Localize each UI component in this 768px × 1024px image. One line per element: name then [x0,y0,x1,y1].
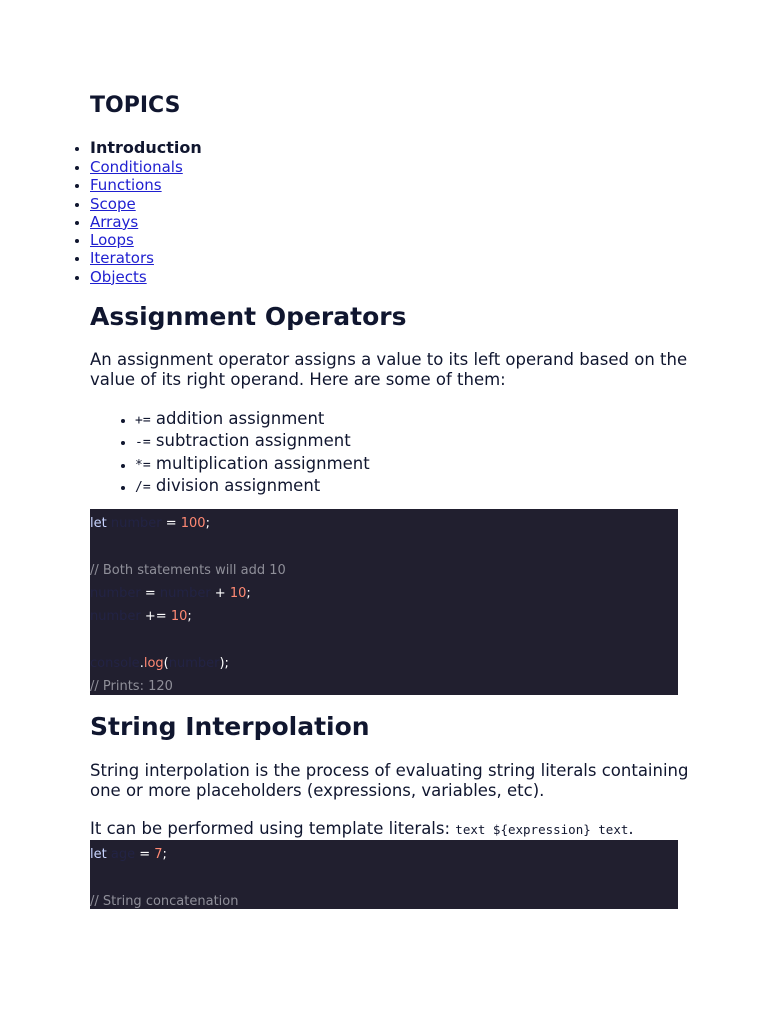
topic-item-arrays [90,213,202,231]
topic-link-scope[interactable]: Scope [90,194,136,213]
topic-link-arrays[interactable]: Arrays [90,212,139,231]
operator-desc: multiplication assignment [150,453,370,473]
operator-desc: division assignment [150,475,321,495]
topic-link-objects[interactable]: Objects [90,267,147,286]
topic-item-introduction: • Introduction [90,138,202,158]
operator-item [135,476,370,498]
topic-item-conditionals [90,158,202,176]
inline-code: text ${expression} text [455,822,629,837]
topics-title: TOPICS [90,93,181,118]
operator-list [135,409,370,498]
code-line: number = number + 10; [90,586,251,601]
operator-item [135,409,370,431]
assignment-intro: An assignment operator assigns a value to its left operand based on the value of its right operand. Here are some of them: [90,350,688,389]
operator-symbol: /= [135,479,151,495]
interpolation-para-1: String interpolation is the process of evaluating string literals containing one or more placeholders (expressions, variables, etc). [90,761,689,800]
interpolation-code-block [90,840,678,909]
operator-symbol: += [135,413,151,428]
topic-link-loops[interactable]: Loops [90,231,134,250]
code-line: let age = 7; [90,847,167,862]
operator-desc: addition assignment [150,409,325,428]
topics-nav [90,138,202,286]
topic-item-scope [90,195,202,213]
code-comment: // Prints: 120 [90,679,173,694]
code-line: number += 10; [90,609,192,624]
topic-item-iterators [90,249,202,267]
operator-desc: subtraction assignment [150,431,351,451]
operator-item [135,454,370,476]
code-line: console.log(number); [90,656,229,671]
operator-item [135,431,370,453]
assignment-code-block [90,509,678,695]
code-comment: // String concatenation [90,894,239,909]
topic-link-functions[interactable]: Functions [90,176,162,195]
topic-link-iterators[interactable]: Iterators [90,249,154,268]
code-comment: // Both statements will add 10 [90,563,286,578]
operator-symbol: -= [135,435,151,451]
interpolation-heading: String Interpolation [90,712,370,741]
operator-symbol: *= [135,457,151,473]
topic-link-conditionals[interactable]: Conditionals [90,158,183,176]
code-line: let number = 100; [90,516,210,531]
topic-item-loops [90,231,202,249]
topic-item-objects [90,268,202,286]
topic-item-functions [90,176,202,194]
assignment-heading: Assignment Operators [90,302,407,331]
interpolation-para-2: It can be performed using template literals: text ${expression} text. [90,819,634,838]
